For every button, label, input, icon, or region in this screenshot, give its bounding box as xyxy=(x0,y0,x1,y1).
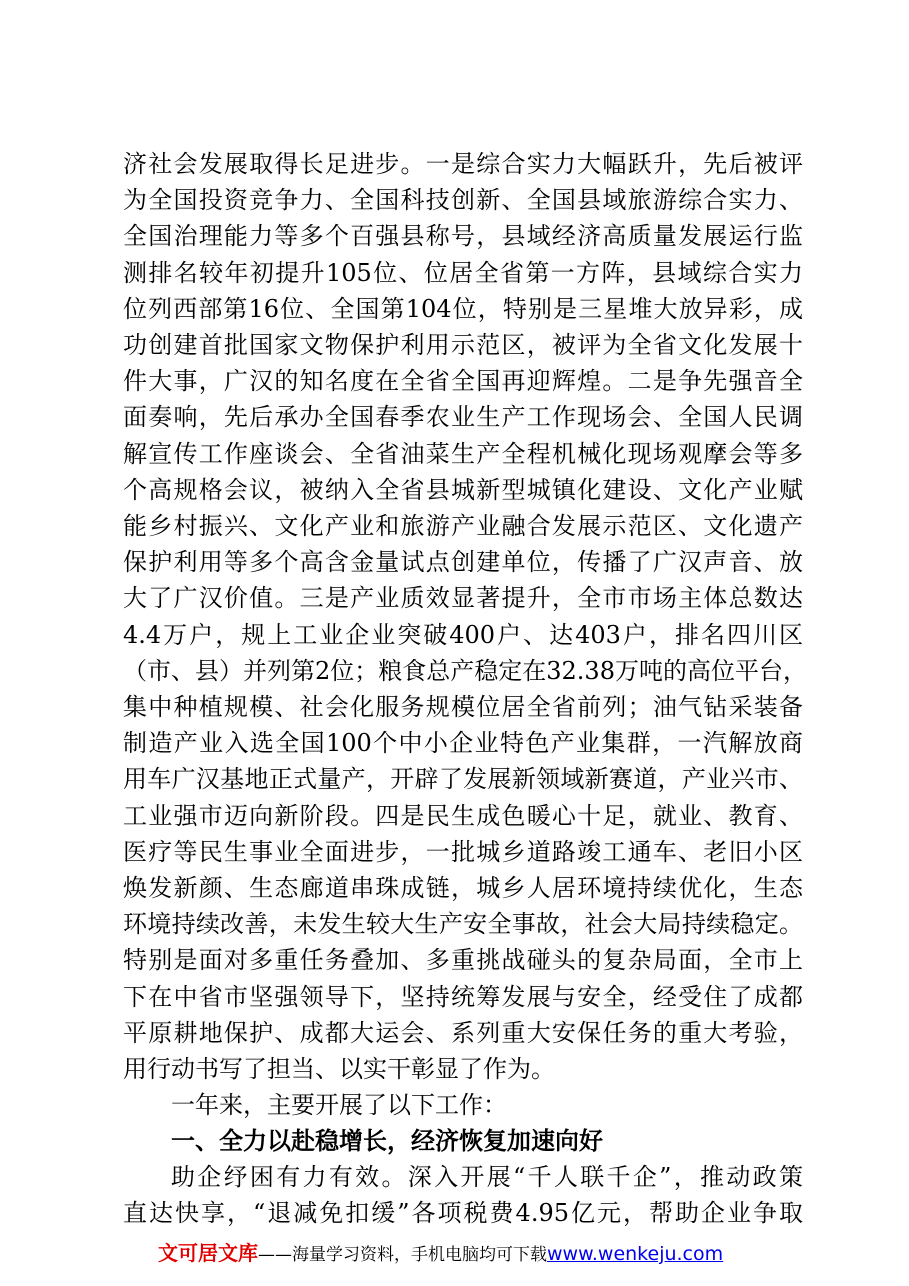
footer-link[interactable]: www.wenkeju.com xyxy=(547,1243,724,1265)
text-line: 医疗等民生事业全面进步，一批城乡道路竣工通车、老旧小区 xyxy=(123,838,803,866)
text-line: 为全国投资竞争力、全国科技创新、全国县域旅游综合实力、 xyxy=(123,186,803,214)
text-line: 平原耕地保护、成都大运会、系列重大安保任务的重大考验， xyxy=(123,1019,803,1047)
text-line: 功创建首批国家文物保护利用示范区，被评为全省文化发展十 xyxy=(123,331,803,359)
text-line: 位列西部第16位、全国第104位，特别是三星堆大放异彩，成 xyxy=(123,295,803,323)
text-line: 用行动书写了担当、以实干彰显了作为。 xyxy=(123,1055,555,1083)
footer-banner xyxy=(158,1238,723,1268)
text-line: 大了广汉价值。三是产业质效显著提升，全市市场主体总数达 xyxy=(123,584,803,612)
intro-line: 一年来，主要开展了以下工作： xyxy=(171,1091,507,1119)
text-line: 解宣传工作座谈会、全省油菜生产全程机械化现场观摩会等多 xyxy=(123,440,803,468)
text-line: 个高规格会议，被纳入全省县城新型城镇化建设、文化产业赋 xyxy=(123,476,803,504)
text-line: 环境持续改善，未发生较大生产安全事故，社会大局持续稳定。 xyxy=(123,910,803,938)
text-line: 济社会发展取得长足进步。一是综合实力大幅跃升，先后被评 xyxy=(123,150,803,178)
footer-tagline: ——海量学习资料，手机电脑均可下载 xyxy=(258,1245,547,1265)
text-line: 直达快享，“退减免扣缓”各项税费4.95亿元，帮助企业争取 xyxy=(123,1199,803,1227)
section-heading: 一、全力以赴稳增长，经济恢复加速向好 xyxy=(171,1127,603,1155)
text-line: 助企纾困有力有效。深入开展“千人联千企”，推动政策 xyxy=(171,1163,803,1191)
text-line: 工业强市迈向新阶段。四是民生成色暖心十足，就业、教育、 xyxy=(123,802,803,830)
text-line: 4.4万户，规上工业企业突破400户、达403户，排名四川区 xyxy=(123,621,803,649)
text-line: 集中种植规模、社会化服务规模位居全省前列；油气钻采装备 xyxy=(123,693,803,721)
text-line: 焕发新颜、生态廊道串珠成链，城乡人居环境持续优化，生态 xyxy=(123,874,803,902)
text-line: 用车广汉基地正式量产，开辟了发展新领域新赛道，产业兴市、 xyxy=(123,765,803,793)
text-line: 下在中省市坚强领导下，坚持统筹发展与安全，经受住了成都 xyxy=(123,983,803,1011)
text-line: 保护利用等多个高含金量试点创建单位，传播了广汉声音、放 xyxy=(123,548,803,576)
text-line: 测排名较年初提升105位、位居全省第一方阵，县域综合实力 xyxy=(123,259,803,287)
text-line: 全国治理能力等多个百强县称号，县域经济高质量发展运行监 xyxy=(123,222,803,250)
text-line: 制造产业入选全国100个中小企业特色产业集群，一汽解放商 xyxy=(123,729,803,757)
footer-brand: 文可居文库 xyxy=(158,1241,258,1265)
text-line: 件大事，广汉的知名度在全省全国再迎辉煌。二是争先强音全 xyxy=(123,367,803,395)
text-line: 特别是面对多重任务叠加、多重挑战碰头的复杂局面，全市上 xyxy=(123,946,803,974)
text-line: （市、县）并列第2位；粮食总产稳定在32.38万吨的高位平台， xyxy=(123,657,807,685)
text-line: 面奏响，先后承办全国春季农业生产工作现场会、全国人民调 xyxy=(123,403,803,431)
text-line: 能乡村振兴、文化产业和旅游产业融合发展示范区、文化遗产 xyxy=(123,512,803,540)
